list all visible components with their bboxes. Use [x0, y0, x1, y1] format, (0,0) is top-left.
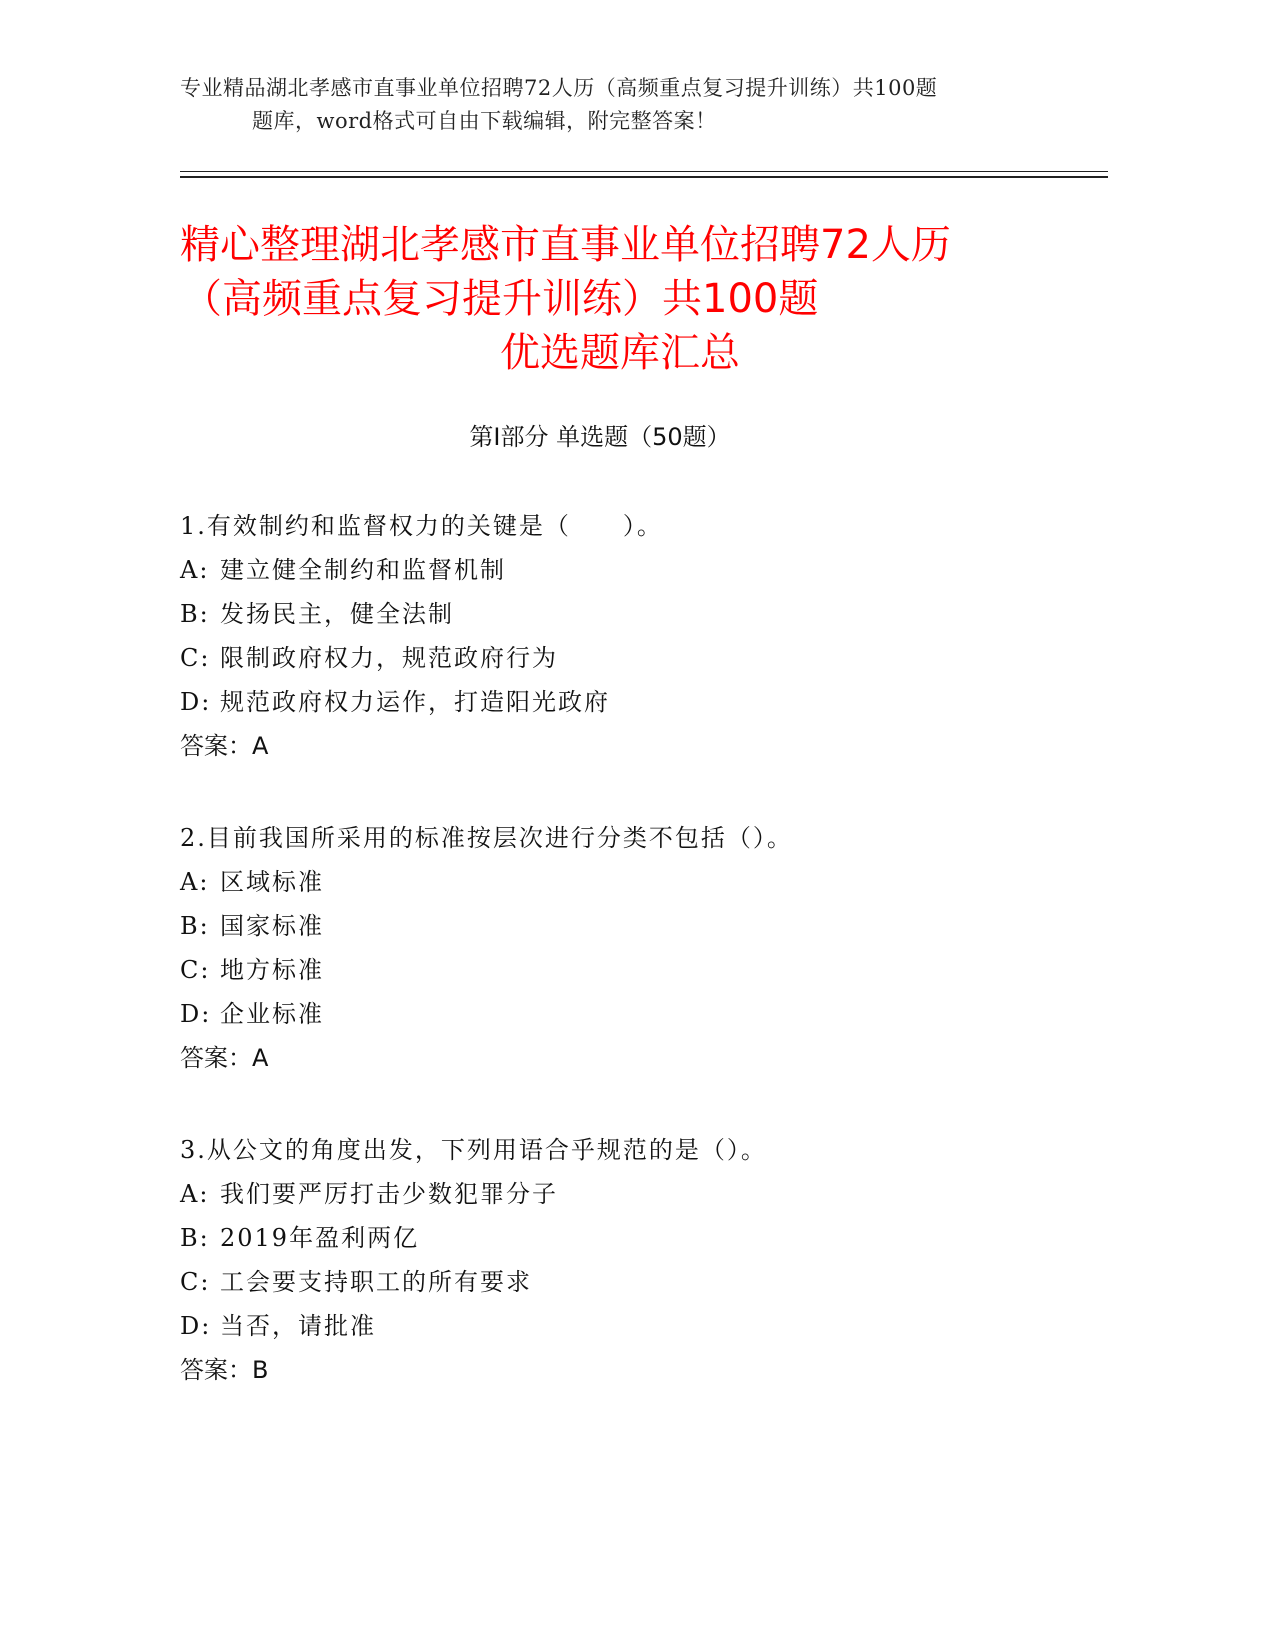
document-title	[180, 218, 1080, 380]
option-label: D:	[180, 688, 212, 716]
question-list	[180, 504, 1080, 1440]
header-line-1: 专业精品湖北孝感市直事业单位招聘72人历（高频重点复习提升训练）共100题	[180, 76, 938, 100]
section-heading: 第Ⅰ部分 单选题（50题）	[469, 423, 731, 451]
option-a	[180, 860, 1080, 904]
header-divider-thin	[180, 171, 1108, 172]
option-label: A:	[180, 868, 210, 896]
option-text: 限制政府权力，规范政府行为	[220, 644, 558, 672]
option-label: B:	[180, 1224, 210, 1252]
option-text: 企业标准	[220, 1000, 324, 1028]
option-d	[180, 680, 1080, 724]
question-stem: 3.从公文的角度出发，下列用语合乎规范的是（）。	[180, 1136, 767, 1164]
option-text: 发扬民主，健全法制	[220, 600, 454, 628]
option-label: D:	[180, 1000, 212, 1028]
option-text: 地方标准	[220, 956, 324, 984]
question-item	[180, 1128, 1080, 1392]
option-text: 规范政府权力运作，打造阳光政府	[220, 688, 610, 716]
header-line-2: 题库，word格式可自由下载编辑，附完整答案！	[252, 109, 717, 133]
option-text: 当否，请批准	[220, 1312, 376, 1340]
option-label: C:	[180, 956, 211, 984]
option-text: 2019年盈利两亿	[220, 1224, 420, 1252]
answer-line: 答案：A	[180, 732, 269, 760]
option-text: 工会要支持职工的所有要求	[220, 1268, 532, 1296]
option-b	[180, 592, 1080, 636]
question-item	[180, 504, 1080, 768]
page-header	[180, 72, 1100, 138]
option-label: A:	[180, 556, 210, 584]
answer-line: 答案：B	[180, 1356, 269, 1384]
question-stem: 1.有效制约和监督权力的关键是（ ）。	[180, 512, 663, 540]
option-label: C:	[180, 644, 211, 672]
option-label: B:	[180, 600, 210, 628]
option-text: 国家标准	[220, 912, 324, 940]
header-divider-thick	[180, 176, 1108, 178]
option-c	[180, 636, 1080, 680]
question-item	[180, 816, 1080, 1080]
title-line-3: 优选题库汇总	[500, 330, 740, 376]
option-a	[180, 548, 1080, 592]
title-line-1: 精心整理湖北孝感市直事业单位招聘72人历	[180, 222, 951, 268]
option-b	[180, 1216, 1080, 1260]
option-text: 区域标准	[220, 868, 324, 896]
option-b	[180, 904, 1080, 948]
title-line-2: （高频重点复习提升训练）共100题	[182, 276, 819, 322]
option-text: 建立健全制约和监督机制	[220, 556, 506, 584]
option-c	[180, 1260, 1080, 1304]
option-text: 我们要严厉打击少数犯罪分子	[220, 1180, 558, 1208]
option-a	[180, 1172, 1080, 1216]
option-label: A:	[180, 1180, 210, 1208]
option-label: D:	[180, 1312, 212, 1340]
question-stem: 2.目前我国所采用的标准按层次进行分类不包括（）。	[180, 824, 793, 852]
option-c	[180, 948, 1080, 992]
answer-line: 答案：A	[180, 1044, 269, 1072]
option-d	[180, 992, 1080, 1036]
option-label: C:	[180, 1268, 211, 1296]
option-d	[180, 1304, 1080, 1348]
option-label: B:	[180, 912, 210, 940]
